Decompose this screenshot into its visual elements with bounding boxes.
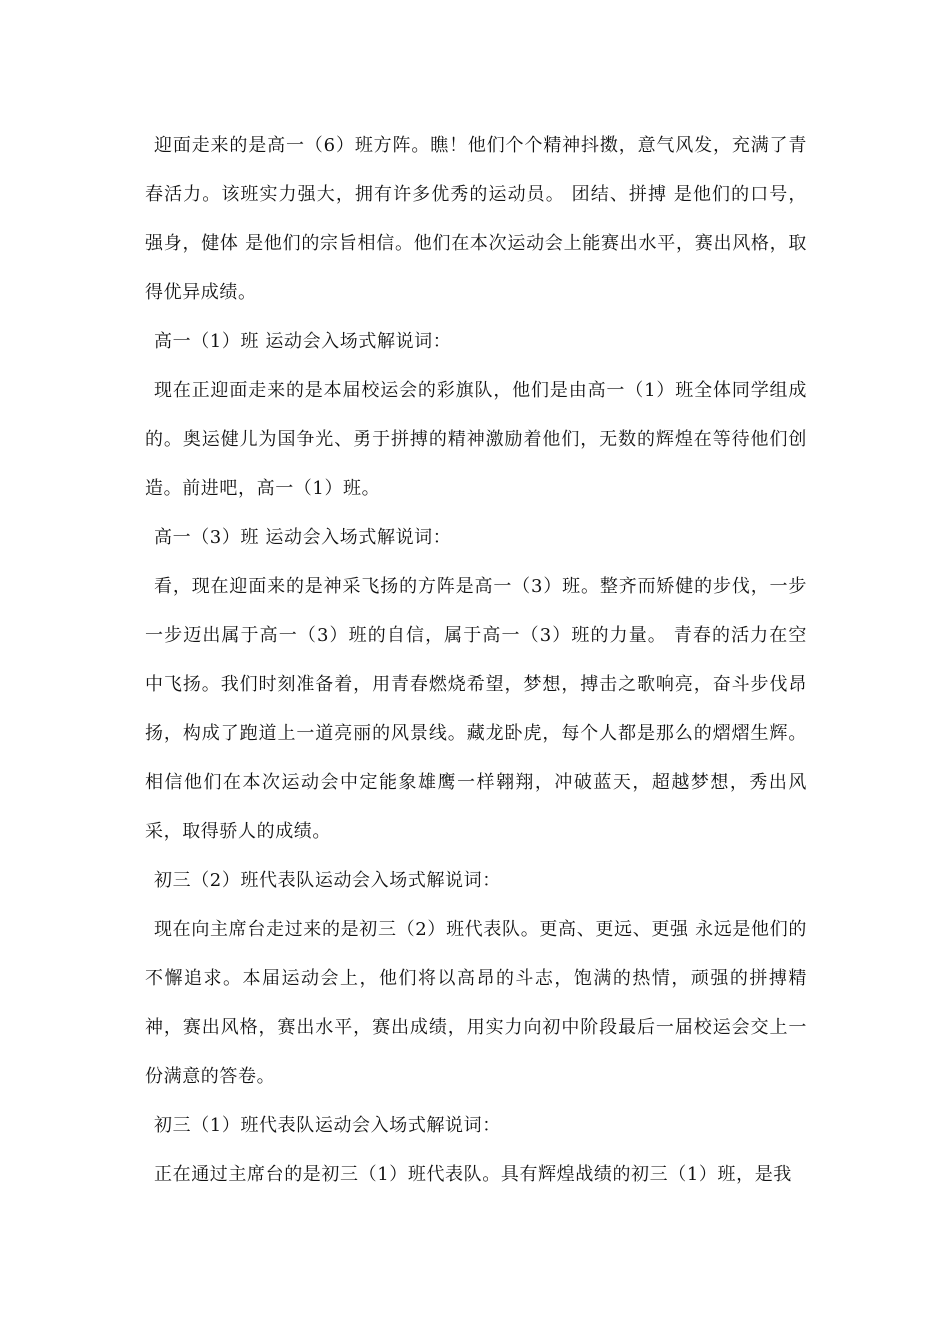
paragraph-junior-3-1: 正在通过主席台的是初三（1）班代表队。具有辉煌战绩的初三（1）班，是我 [154, 1164, 792, 1185]
paragraph-junior-3-2: 现在向主席台走过来的是初三（2）班代表队。更高、更远、更强 永远是他们的不懈追求。本届运动会上，他们将以高昂的斗志，饱满的热情，顽强的拼搏精神，赛出风格，赛出水平，赛出成绩，用实力向初中阶段最后一届校运会交上一份满意的答卷。 [145, 919, 807, 1087]
heading-junior-3-2: 初三（2）班代表队运动会入场式解说词： [154, 870, 501, 891]
paragraph-class-3: 看，现在迎面来的是神采飞扬的方阵是高一（3）班。整齐而矫健的步伐，一步一步迈出属于高一（3）班的自信，属于高一（3）班的力量。 青春的活力在空中飞扬。我们时刻准备着，用青春燃烧希望，梦想，搏击之歌响亮，奋斗步伐昂扬，构成了跑道上一道亮丽的风景线。藏龙卧虎，每个人都是那么的熠熠生辉。相信他们在本次运动会中定能象雄鹰一样翱翔，冲破蓝天，超越梦想，秀出风采，取得骄人的成绩。 [145, 576, 807, 842]
heading-class-3: 高一（3）班 运动会入场式解说词： [154, 527, 452, 548]
paragraph-class-6-intro: 迎面走来的是高一（6）班方阵。瞧！他们个个精神抖擞，意气风发，充满了青春活力。该班实力强大，拥有许多优秀的运动员。 团结、拼搏 是他们的口号， 强身，健体 是他们的宗旨相信。他们在本次运动会上能赛出水平，赛出风格，取得优异成绩。 [145, 135, 807, 303]
paragraph-class-1: 现在正迎面走来的是本届校运会的彩旗队，他们是由高一（1）班全体同学组成的。奥运健儿为国争光、勇于拼搏的精神激励着他们，无数的辉煌在等待他们创造。前进吧，高一（1）班。 [145, 380, 807, 499]
document-body [145, 121, 807, 1199]
heading-junior-3-1: 初三（1）班代表队运动会入场式解说词： [154, 1115, 501, 1136]
heading-class-1: 高一（1）班 运动会入场式解说词： [154, 331, 452, 352]
